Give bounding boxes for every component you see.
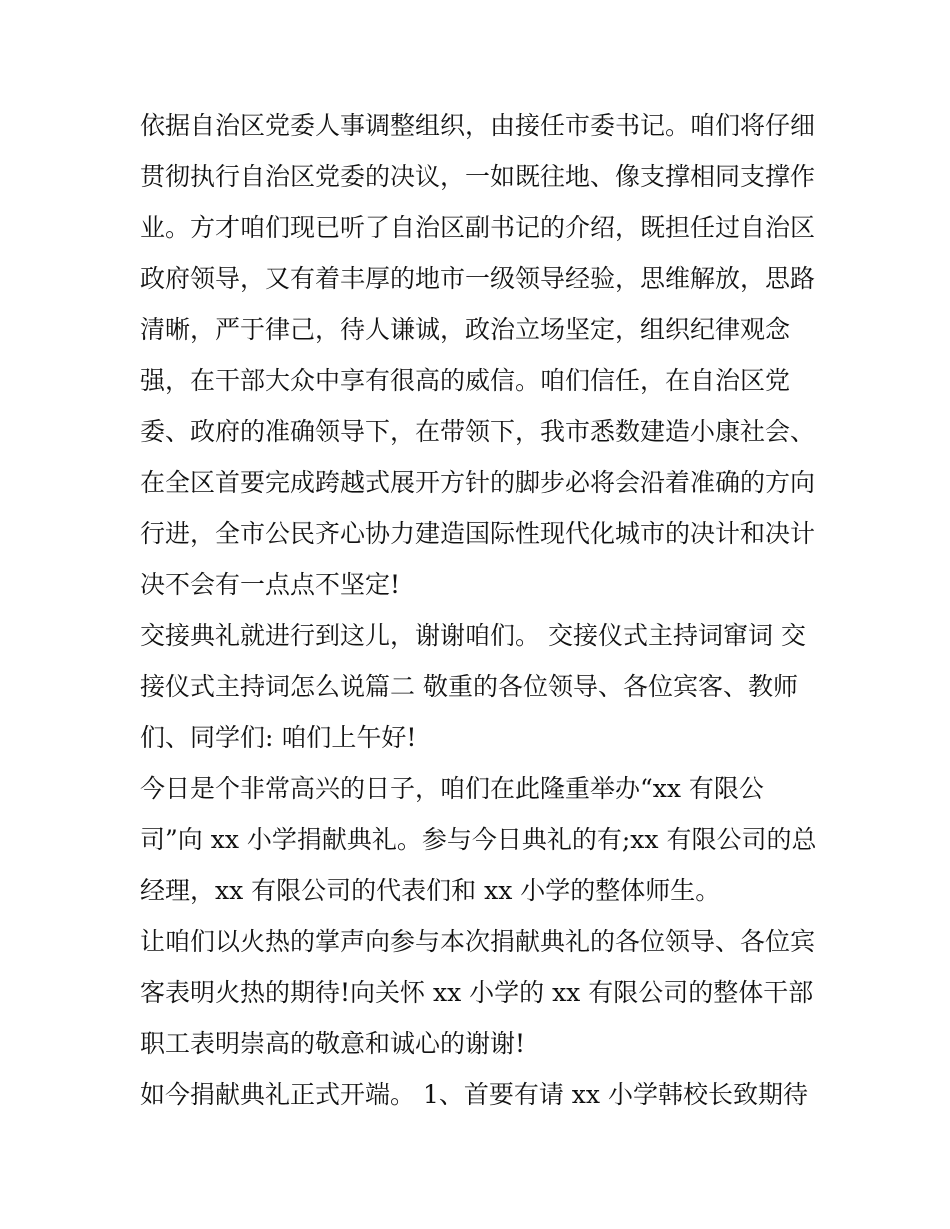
- text-line: 经理，xx 有限公司的代表们和 xx 小学的整体师生。: [140, 876, 721, 905]
- text-line: 委、政府的准确领导下，在带领下，我市悉数建造小康社会、: [140, 417, 816, 446]
- text-line: 依据自治区党委人事调整组织，由接任市委书记。咱们将仔细: [140, 111, 816, 140]
- text-line: 司”向 xx 小学捐献典礼。参与今日典礼的有;xx 有限公司的总: [140, 825, 817, 854]
- text-line: 客表明火热的期待!向关怀 xx 小学的 xx 有限公司的整体干部: [140, 978, 814, 1007]
- paragraph-4: [140, 916, 820, 1069]
- text-line: 接仪式主持词怎么说篇二 敬重的各位领导、各位宾客、教师: [140, 672, 798, 701]
- text-line: 们、同学们: 咱们上午好!: [140, 723, 417, 752]
- text-line: 决不会有一点点不坚定!: [140, 570, 401, 599]
- text-line: 交接典礼就进行到这儿，谢谢咱们。 交接仪式主持词窜词 交: [140, 621, 806, 650]
- document-body: [140, 100, 820, 1120]
- text-line: 在全区首要完成跨越式展开方针的脚步必将会沿着准确的方向: [140, 468, 816, 497]
- text-line: 清晰，严于律己，待人谦诚，政治立场坚定，组织纪律观念: [140, 315, 791, 344]
- paragraph-3: [140, 763, 820, 916]
- text-line: 贯彻执行自治区党委的决议，一如既往地、像支撑相同支撑作: [140, 162, 816, 191]
- paragraph-2: [140, 610, 820, 763]
- text-line: 强，在干部大众中享有很高的威信。咱们信任，在自治区党: [140, 366, 791, 395]
- text-line: 如今捐献典礼正式开端。 1、首要有请 xx 小学韩校长致期待: [140, 1080, 808, 1109]
- text-line: 行进，全市公民齐心协力建造国际性现代化城市的决计和决计: [140, 519, 816, 548]
- paragraph-5: [140, 1069, 820, 1120]
- text-line: 职工表明崇高的敬意和诚心的谢谢!: [140, 1029, 526, 1058]
- text-line: 政府领导，又有着丰厚的地市一级领导经验，思维解放，思路: [140, 264, 816, 293]
- text-line: 让咱们以火热的掌声向参与本次捐献典礼的各位领导、各位宾: [140, 927, 816, 956]
- text-line: 今日是个非常高兴的日子，咱们在此隆重举办“xx 有限公: [140, 774, 764, 803]
- text-line: 业。方才咱们现已听了自治区副书记的介绍，既担任过自治区: [140, 213, 816, 242]
- paragraph-1: [140, 100, 820, 610]
